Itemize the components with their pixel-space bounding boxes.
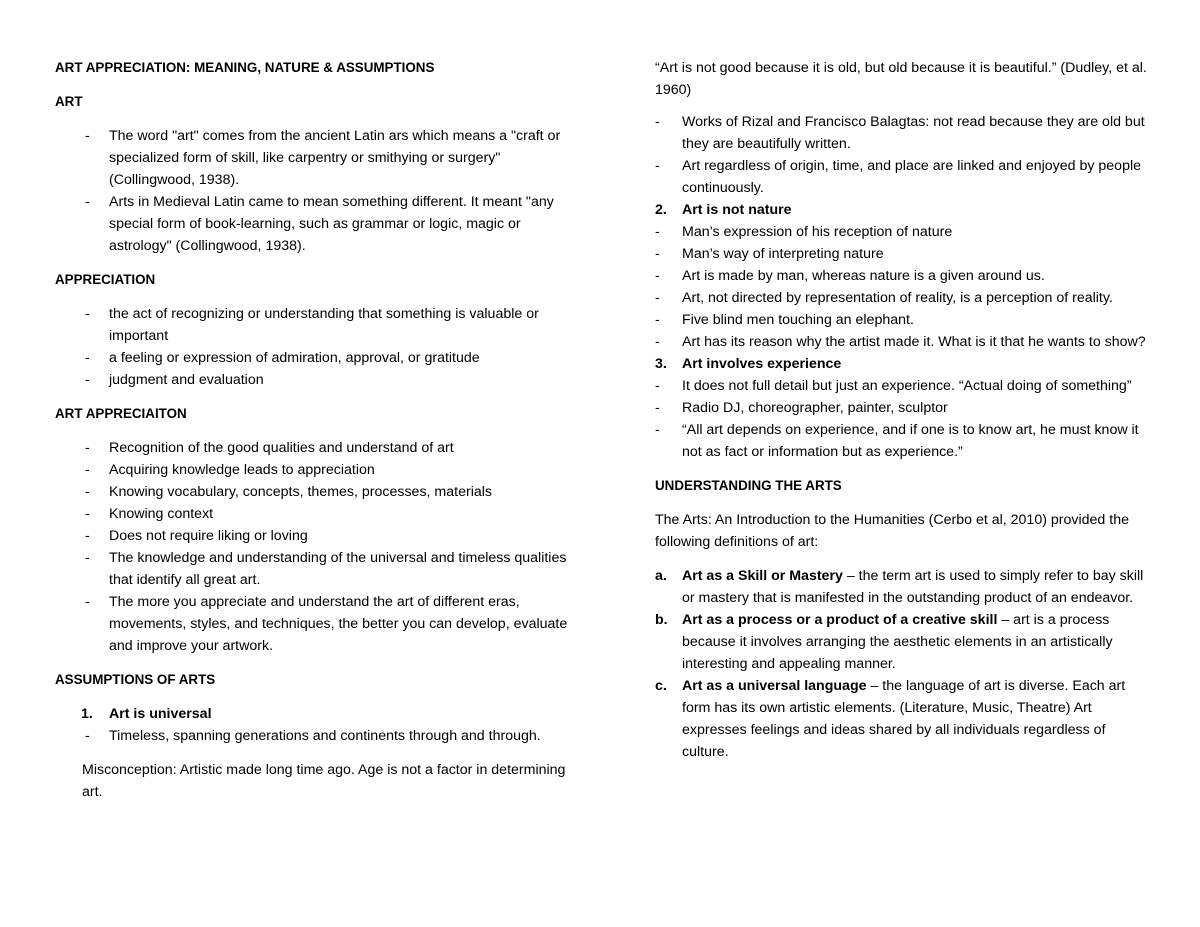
list-item: - Knowing context (55, 503, 575, 525)
definition-item (655, 565, 1150, 609)
art-list (55, 125, 575, 257)
art-appreciation-list (55, 437, 575, 657)
list-item: - Works of Rizal and Francisco Balagtas: not read because they are old but they are beautifully written. (655, 111, 1150, 155)
document-title: ART APPRECIATION: MEANING, NATURE & ASSUMPTIONS (55, 60, 435, 75)
list-item: - The knowledge and understanding of the universal and timeless qualities that identify all great art. (55, 547, 575, 591)
list-item: - It does not full detail but just an experience. “Actual doing of something” (655, 375, 1150, 397)
list-item: - Acquiring knowledge leads to appreciation (55, 459, 575, 481)
definition-marker: a. (655, 568, 667, 584)
definitions-list (655, 565, 1150, 763)
list-item: - The word "art" comes from the ancient Latin ars which means a "craft or specialized form of skill, like carpentry or smithying or surgery" (Collingwood, 1938). (55, 125, 575, 191)
understanding-intro: The Arts: An Introduction to the Humanities (Cerbo et al, 2010) provided the following definitions of art: (655, 512, 1129, 550)
definition-marker: c. (655, 678, 667, 694)
numbered-heading-2 (655, 199, 1150, 221)
numbered-heading-3 (655, 353, 1150, 375)
definition-item (655, 675, 1150, 763)
numbered-title: Art involves experience (682, 356, 842, 372)
definition-text: – the language of art is diverse. Each art form has its own artistic elements. (Literature, Music, Theatre) Art expresses feelings and ideas shared by all individuals regardless of culture. (682, 678, 1126, 760)
list-item: - Man’s expression of his reception of nature (655, 221, 1150, 243)
list-item: - Radio DJ, choreographer, painter, sculptor (655, 397, 1150, 419)
quote-paragraph: “Art is not good because it is old, but old because it is beautiful.” (Dudley, et al. 1960) (655, 60, 1147, 98)
right-column (655, 57, 1150, 763)
universal-list (55, 725, 575, 747)
definition-text: – the term art is used to simply refer to bay skill or mastery that is manifested in the outstanding product of an endeavor. (682, 568, 1144, 606)
list-item: - Art, not directed by representation of reality, is a perception of reality. (655, 287, 1150, 309)
number-marker: 2. (655, 202, 667, 218)
misconception-paragraph: Misconception: Artistic made long time ago. Age is not a factor in determining art. (82, 762, 566, 800)
number-marker: 1. (81, 706, 93, 722)
quote-list (655, 111, 1150, 199)
experience-list (655, 375, 1150, 463)
list-item: - Arts in Medieval Latin came to mean something different. It meant "any special form of book-learning, such as grammar or logic, magic or astrology" (Collingwood, 1938). (55, 191, 575, 257)
list-item: - the act of recognizing or understanding that something is valuable or important (55, 303, 575, 347)
left-column (55, 57, 575, 815)
numbered-title: Art is not nature (682, 202, 792, 218)
numbered-heading-1 (55, 703, 575, 725)
definition-item (655, 609, 1150, 675)
appreciation-heading: APPRECIATION (55, 272, 156, 287)
list-item: - Timeless, spanning generations and continents through and through. (55, 725, 575, 747)
list-item: - Does not require liking or loving (55, 525, 575, 547)
definition-term: Art as a process or a product of a creative skill (682, 612, 998, 628)
understanding-heading: UNDERSTANDING THE ARTS (655, 478, 842, 493)
definition-term: Art as a universal language (682, 678, 867, 694)
art-heading: ART (55, 94, 83, 109)
list-item: - Art has its reason why the artist made it. What is it that he wants to show? (655, 331, 1150, 353)
not-nature-list (655, 221, 1150, 353)
number-marker: 3. (655, 356, 667, 372)
definition-text: – art is a process because it involves arranging the aesthetic elements in an artistically interesting and appealing manner. (682, 612, 1113, 672)
art-appreciation-heading: ART APPRECIAITON (55, 406, 187, 421)
list-item: - Art regardless of origin, time, and place are linked and enjoyed by people continuously. (655, 155, 1150, 199)
numbered-title: Art is universal (109, 706, 212, 722)
definition-term: Art as a Skill or Mastery (682, 568, 843, 584)
list-item: - a feeling or expression of admiration, approval, or gratitude (55, 347, 575, 369)
list-item: - judgment and evaluation (55, 369, 575, 391)
assumptions-heading: ASSUMPTIONS OF ARTS (55, 672, 216, 687)
list-item: - Art is made by man, whereas nature is a given around us. (655, 265, 1150, 287)
definition-marker: b. (655, 612, 668, 628)
list-item: - The more you appreciate and understand the art of different eras, movements, styles, and techniques, the better you can develop, evaluate and improve your artwork. (55, 591, 575, 657)
list-item: - Five blind men touching an elephant. (655, 309, 1150, 331)
list-item: - Recognition of the good qualities and understand of art (55, 437, 575, 459)
list-item: - “All art depends on experience, and if one is to know art, he must know it not as fact or information but as experience.” (655, 419, 1150, 463)
list-item: - Knowing vocabulary, concepts, themes, processes, materials (55, 481, 575, 503)
list-item: - Man’s way of interpreting nature (655, 243, 1150, 265)
appreciation-list (55, 303, 575, 391)
